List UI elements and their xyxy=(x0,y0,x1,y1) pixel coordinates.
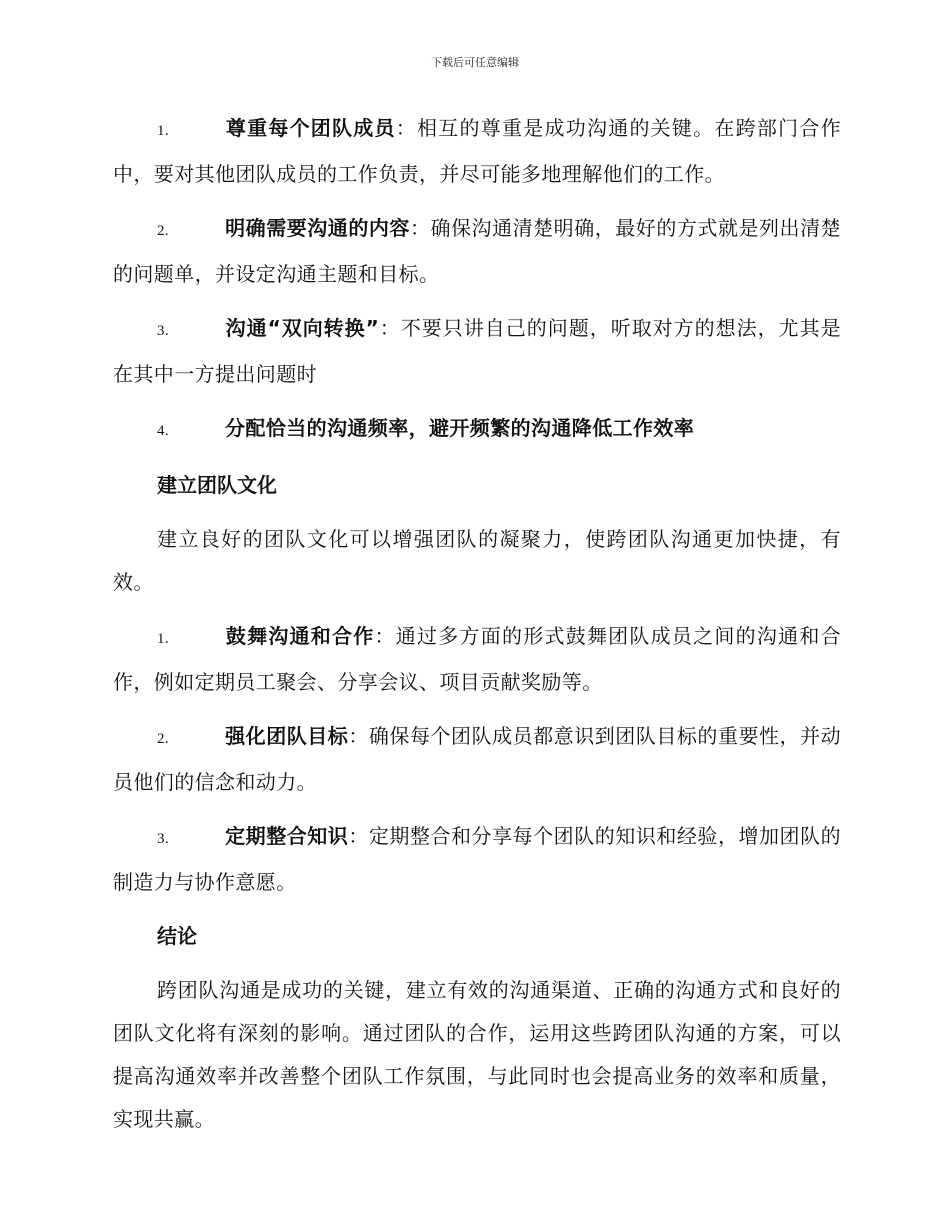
page-header: 下载后可任意编辑 xyxy=(431,56,519,69)
list-item-separator: ： xyxy=(374,624,396,648)
list-item xyxy=(113,815,841,904)
list-item-title: 定期整合知识 xyxy=(225,824,349,848)
list-number: 3. xyxy=(157,323,170,339)
list-item-text: 不要只讲自己的问题，听取对方的想法，尤其是在其中一方提出问题时 xyxy=(113,316,842,386)
list-number: 1. xyxy=(157,631,170,647)
list-number: 1. xyxy=(157,123,170,139)
list-item-text: 通过多方面的形式鼓舞团队成员之间的沟通和合作，例如定期员工聚会、分享会议、项目贡献奖励等。 xyxy=(113,624,841,694)
list-item-title: 鼓舞沟通和合作 xyxy=(225,624,375,648)
list-item xyxy=(113,615,841,704)
list-item xyxy=(113,407,841,453)
list-item xyxy=(113,307,841,396)
list-number: 4. xyxy=(157,423,170,439)
list-number: 2. xyxy=(157,731,170,747)
list-item-title: 强化团队目标 xyxy=(225,724,349,748)
list-item-title: 分配恰当的沟通频率，避开频繁的沟通降低工作效率 xyxy=(225,416,695,440)
list-item-text: 定期整合和分享每个团队的知识和经验，增加团队的制造力与协作意愿。 xyxy=(113,824,842,894)
section-intro: 建立良好的团队文化可以增强团队的凝聚力，使跨团队沟通更加快捷，有效。 xyxy=(113,527,841,594)
list-item xyxy=(113,107,841,196)
list-item xyxy=(113,207,841,296)
list-item xyxy=(113,715,841,804)
list-item-text: 确保每个团队成员都意识到团队目标的重要性，并动员他们的信念和动力。 xyxy=(113,724,842,794)
list-item-separator: ： xyxy=(348,724,369,748)
list-number: 2. xyxy=(157,223,170,239)
list-item-title: 尊重每个团队成员 xyxy=(225,116,396,140)
document-body xyxy=(113,107,841,1152)
list-item-separator: ： xyxy=(409,216,431,240)
list-item-text: 相互的尊重是成功沟通的关键。在跨部门合作中，要对其他团队成员的工作负责，并尽可能多地理解他们的工作。 xyxy=(113,116,842,186)
list-item-separator: ： xyxy=(348,824,369,848)
list-number: 3. xyxy=(157,831,170,847)
list-item-title: 明确需要沟通的内容 xyxy=(225,216,410,240)
list-item-separator: ： xyxy=(395,116,418,140)
list-item-separator: ： xyxy=(379,316,401,340)
section-heading: 建立团队文化 xyxy=(157,473,277,497)
section-heading: 结论 xyxy=(157,924,197,948)
list-item-title: 沟通“双向转换” xyxy=(225,316,380,340)
list-item-text: 确保沟通清楚明确，最好的方式就是列出清楚的问题单，并设定沟通主题和目标。 xyxy=(113,216,842,286)
conclusion-paragraph: 跨团队沟通是成功的关键，建立有效的沟通渠道、正确的沟通方式和良好的团队文化将有深刻的影响。通过团队的合作，运用这些跨团队沟通的方案，可以提高沟通效率并改善整个团队工作氛围，与此同时也会提高业务的效率和质量，实现共赢。 xyxy=(113,978,841,1131)
